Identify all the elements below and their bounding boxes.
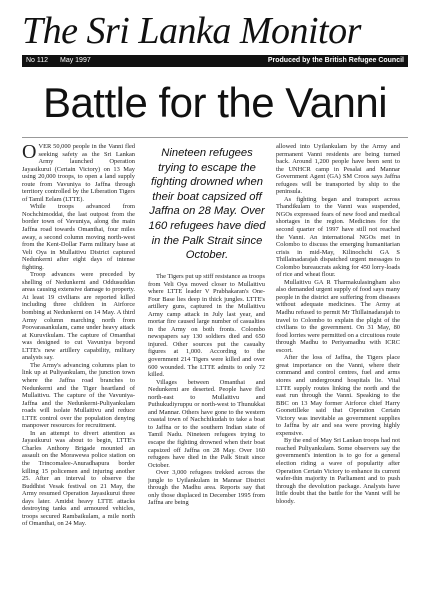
masthead-title: The Sri Lanka Monitor	[22, 10, 361, 52]
divider	[22, 137, 408, 138]
issue-date: May 1997	[60, 57, 91, 64]
paragraph: After the loss of Jaffna, the Tigers place great importance on the Vanni, where their command and control centres, fuel and arms stores and underground hospitals lie. Vital LTTE supply routes linking the north and the east run through the Vanni. Speaking to the BBC on 13 May former Airforce chief Harry Goonetilleke said that Operation Certain Victory was inevitable as government supplies to Jaffna by air and sea were proving highly expensive.	[276, 354, 400, 437]
paragraph: The Tigers put up stiff resistance as troops from Veli Oya moved closer to Mullaitivu where LTTE leader V Prabhakaran's One-Four Base lies deep in thick jungles. LTTE's artillery guns, captured in the Mullaitivu Army camp attack in July last year, and mortar fire caused large number of casualties in the Army on both fronts. Colombo newspapers say 130 soldiers died and 650 injured. Other sources put the casualty figures at 1,000. According to the government 214 Tigers were killed and over 600 wounded. The LTTE admits to only 72 killed.	[148, 273, 265, 379]
paragraph: Villages between Omanthai and Nedunkerni are deserted. People have fled north-east to Mullaitivu and Puthukudiyruppu or north-west to Thunukkai and Mannar. Others have gone to the western coastal town of Nachchikudah to take a boat to Jaffna or to the southern Indian state of Tamil Nadu. Nineteen refugees trying to escape the fighting drowned when their boat capsized off Jaffna on 28 May. Over 160 refugees have died in the Palk Strait since October.	[148, 378, 265, 469]
paragraph: The Army's advancing columns plan to link up at Puliyankulam, the junction town where the Jaffna road branches to Nedunkerni and the Tiger heartland of Mullaitivu. The capture of the Vavuniya-Jaffna and the Nedunkerni-Puliyankulam roads will isolate Mullaitivu and reduce LTTE control over the population denying manpower resources for recruitment.	[22, 361, 135, 430]
paragraph: Troop advances were preceded by shelling of Nedunkerni and Oddusuddan areas causing extensive damage to property. At least 19 civilians are reported killed including three children in Airforce bombing at Nedunkerni on 14 May. A third Army column marching north from Poovarasankulam, came under heavy attack at Kuruvikulam. The capture of Omanthai was designed to cut Vavuniya beyond LTTE's new artillery capability, military analysts say.	[22, 271, 135, 362]
paragraph: allowed into Uyilankulam by the Army and permanent Vanni residents are being turned back. Around 1,200 people have been sent to the UNHCR camp in Pesalai and Mannar Government Agent (GA) SM Croos says Jaffna refugees will be transported by ship to the peninsula.	[276, 143, 400, 196]
paragraph-text: VER 50,000 people in the Vanni fled seeking safety as the Sri Lankan Army launched Operation Jayasikurui (Certain Victory) on 13 May using 20,000 troops, to open a land supply route from Vavuniya to Jaffna through territory controlled by the Liberation Tigers of Tamil Eelam (LTTE).	[22, 143, 135, 203]
article-column-3	[276, 143, 400, 583]
paragraph: In an attempt to divert attention as Jayasikurui was about to begin, LTTE's Charles Anthony Brigade mounted an assault on the Morawewa police station on the Trincomalee-Anuradhapura border killing 15 policemen and injuring another 25. After an interval to observe the Buddhist Vesak festival on 21 May, the Army resumed Operation Jayasikurui three days later. Amidst heavy LTTE attacks destroying tanks and armoured vehicles, troops secured Rambaikulam, a mile north of Omanthai, on 24 May.	[22, 429, 135, 528]
article-column-1	[22, 143, 135, 583]
paragraph: As fighting began and transport across Thandikulam to the Vanni was suspended, NGOs expressed fears of new food and medical shortages in the region. Medicines for the second quarter of 1997 have still not reached the Vanni. An international NGOs met in Colombo to discuss the emerging humanitarian crisis in mid-May, Kilinochchi GA S Thillainadarajah dispatched urgent messages to Colombo bureaucrats asking for 450 lorry-loads of rice and wheat flour.	[276, 195, 400, 279]
headline: Battle for the Vanni	[42, 79, 388, 126]
masthead-bar	[22, 55, 408, 67]
paragraph	[22, 143, 135, 203]
producer-credit: Produced by the British Refugee Council	[267, 57, 404, 64]
issue-number: No 112	[26, 57, 49, 64]
paragraph: By the end of May Sri Lankan troops had not reached Puliyankulam. Some observers say the government's intention is to go for a general election riding a wave of popularity after Operation Certain Victory to enhance its current wafer-thin majority in Parliament and to push through the devolution package. Analysts have little doubt that the battle for the Vanni will be bloody.	[276, 437, 400, 505]
article-column-2	[148, 273, 265, 588]
paragraph: Over 3,000 refugees trekked across the jungle to Uyilankulam in Mannar District through the Madhu area. Reports say that only those displaced in December 1995 from Jaffna are being	[148, 469, 265, 507]
drop-cap: O	[22, 143, 37, 163]
paragraph: Mullaitivu GA R Tharmakulasingham also also demanded urgent supply of food says many people in the district are suffering from diseases without adequate medicines. The Army at Madhu refused to permit Mr Thillainadarajah to travel to Colombo to explain the plight of the civilians to the government. On 31 May, 80 food lorries were permitted on a circuitous route through Madhu to Periyamadhu with ICRC escort.	[276, 278, 400, 354]
paragraph: While troops advanced from Nochchimoddai, the last outpost from the border town of Vavuniya, along the main Jaffna road towards Omanthai, four miles away, a second column moving north-west from the Kent-Dollar Farm military base at Veli Oya in Mullaitivu District captured Nedunkerni after eight days of intense fighting.	[22, 203, 135, 271]
pull-quote: Nineteen refugees trying to escape the fighting drowned when their boat capsized off Jaffna on 28 May. Over 160 refugees have died in the Palk Strait since October.	[148, 147, 266, 262]
masthead	[22, 10, 408, 52]
